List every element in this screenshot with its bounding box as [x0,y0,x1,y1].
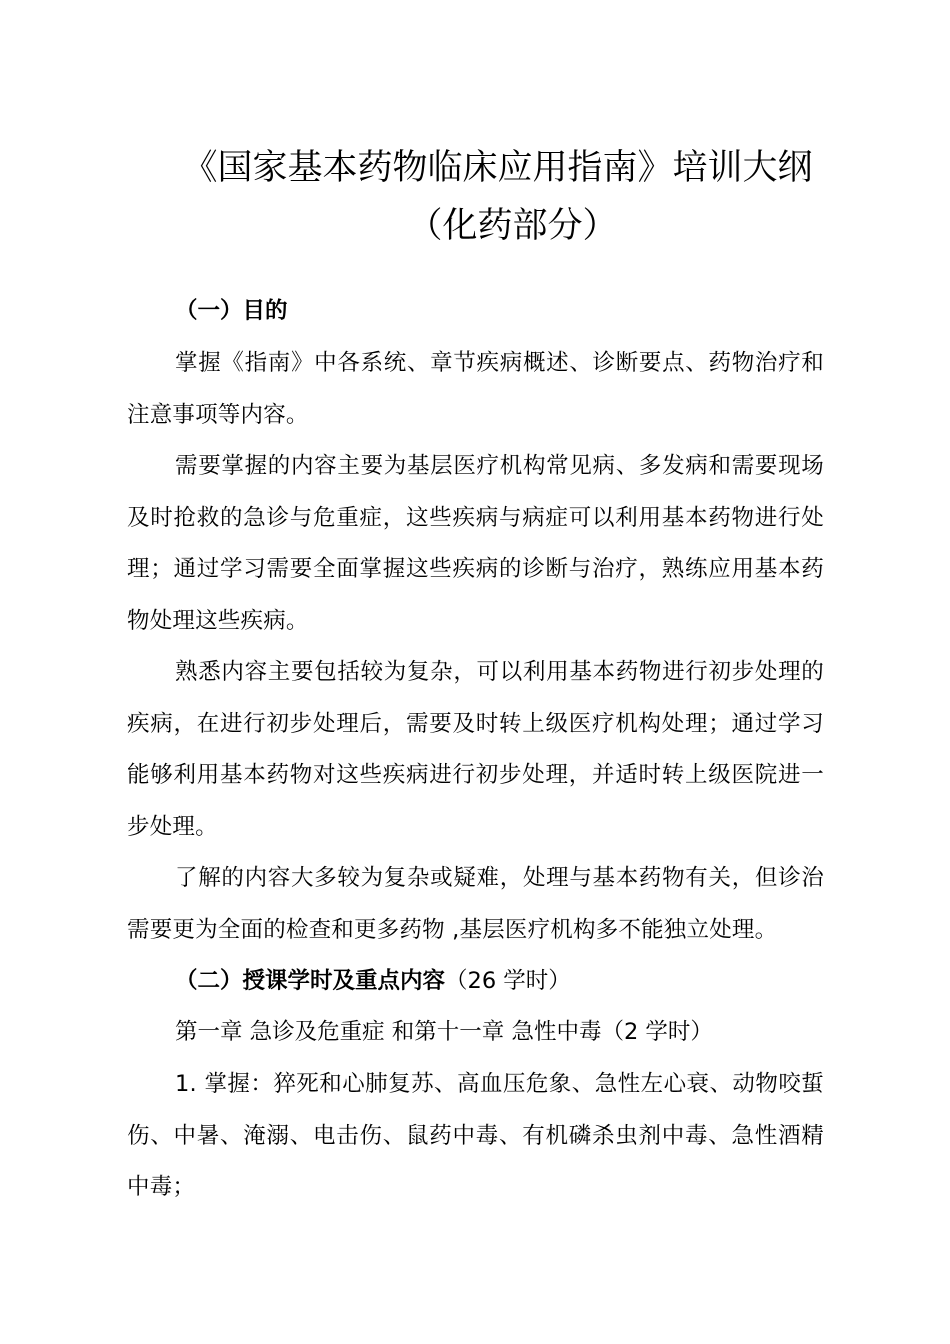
document-title: 《国家基本药物临床应用指南》培训大纲 [182,148,813,188]
section2-heading-title: （二）授课学时及重点内容 [175,968,446,994]
section1-paragraph-3: 熟悉内容主要包括较为复杂，可以利用基本药物进行初步处理的疾病，在进行初步处理后，需要及时转上级医疗机构处理；通过学习能够利用基本药物对这些疾病进行初步处理，并适时转上级医院进一步处理。 [127,659,824,840]
document-subtitle: （化药部分） [407,206,618,246]
section1-paragraph-2: 需要掌握的内容主要为基层医疗机构常见病、多发病和需要现场及时抢救的急诊与危重症，这些疾病与病症可以利用基本药物进行处理；通过学习需要全面掌握这些疾病的诊断与治疗，熟练应用基本药物处理这些疾病。 [127,453,824,634]
list-item-1: 1. 掌握：猝死和心肺复苏、高血压危象、急性左心衰、动物咬蜇伤、中暑、淹溺、电击伤、鼠药中毒、有机磷杀虫剂中毒、急性酒精中毒； [127,1071,824,1200]
section1-paragraph-1: 掌握《指南》中各系统、章节疾病概述、诊断要点、药物治疗和注意事项等内容。 [127,350,824,428]
section2-heading-hours: （26 学时） [445,968,571,994]
chapter-line: 第一章 急诊及危重症 和第十一章 急性中毒（2 学时） [175,1019,713,1045]
section1-paragraph-4: 了解的内容大多较为复杂或疑难，处理与基本药物有关，但诊治需要更为全面的检查和更多药物 ,基层医疗机构多不能独立处理。 [127,865,824,943]
section1-heading: （一）目的 [175,298,288,324]
section2-heading [175,956,825,1008]
